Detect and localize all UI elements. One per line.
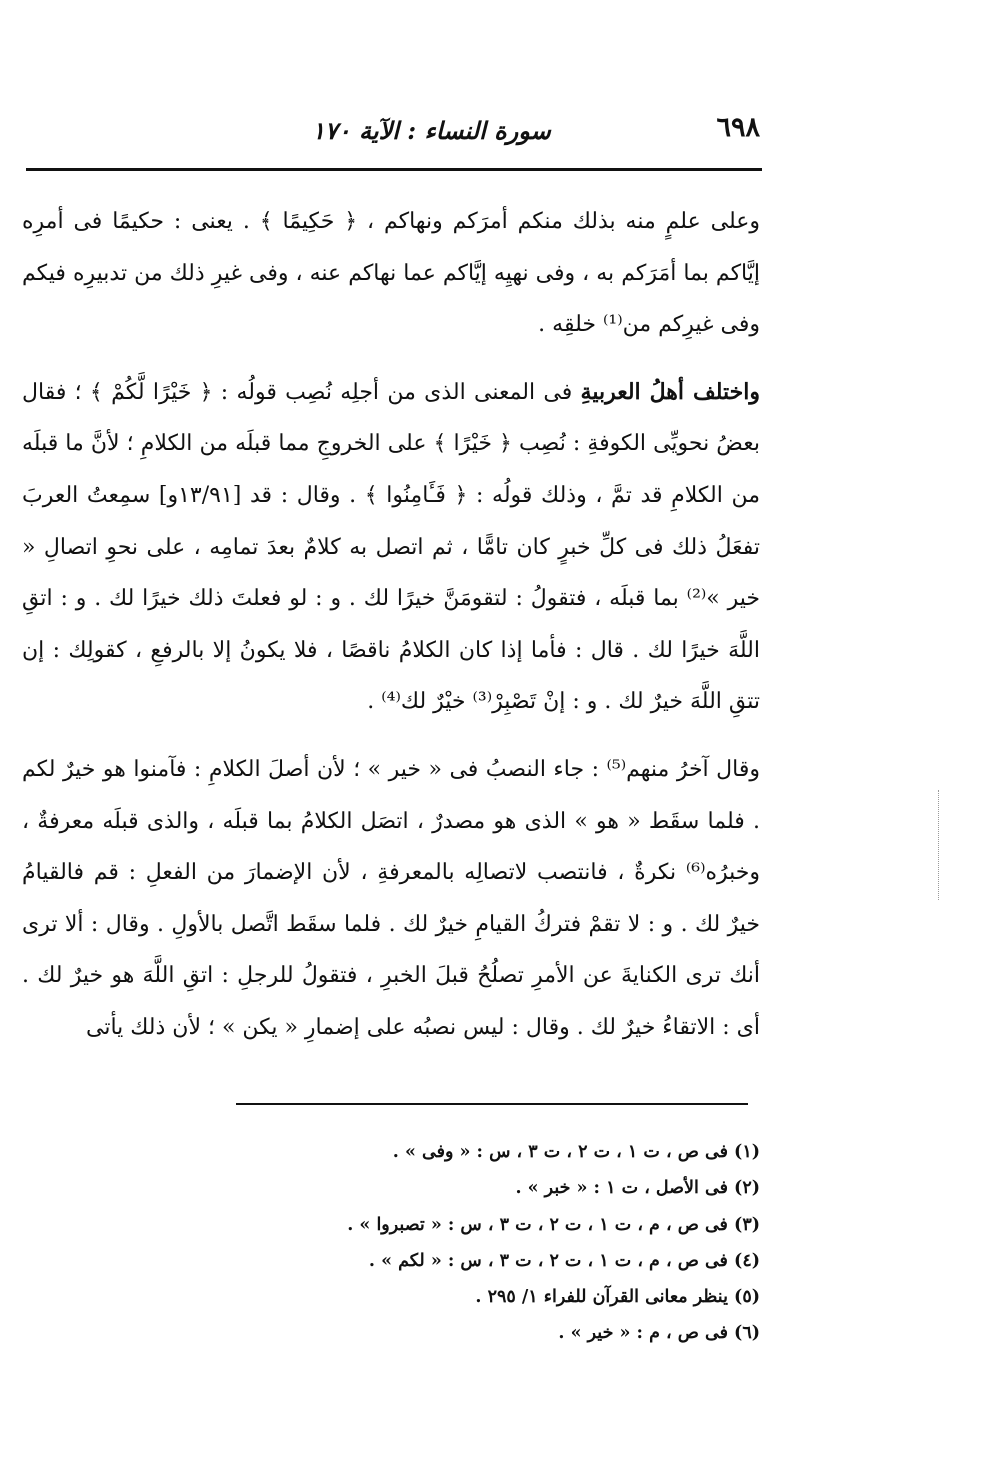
scan-edge-mark	[938, 790, 939, 900]
page-number: ٦٩٨	[716, 112, 760, 143]
header-rule	[26, 168, 762, 171]
running-title: سورة النساء : الآية ١٧٠	[312, 116, 551, 145]
footnotes	[22, 1134, 760, 1352]
paragraph	[22, 367, 760, 728]
footnote: (٦) فى ص ، م : « خير » .	[558, 1323, 760, 1344]
footnote: (١) فى ص ، ت ١ ، ت ٢ ، ت ٣ ، س : « وفى » .	[392, 1142, 760, 1162]
paragraph-text: فى المعنى الذى من أجلِه نُصِب قولُه : ﴿ خَيْرًا لَّكُمْ ﴾ ؛ فقال بعضُ نحويِّى الكوفةِ : نُصِب ﴿ خَيْرًا ﴾ على الخروجِ مما قبلَه من الكلامِ ؛ لأنَّ ما قبلَه من الكلامِ قد تمَّ ، وذلك قولُه : ﴿ فَـَٔامِنُوا ﴾ . وقال : قد [١٣/٩١و] سمِعتُ العربَ تفعَلُ ذلك فى كلِّ خبرٍ كان تامًّا ، ثم اتصل به كلامٌ بعدَ تمامِه ، على نحوِ اتصالِ « خير »⁽²⁾ بما قبلَه ، فتقولُ : لتقومَنَّ خيرًا لك . و : لو فعلتَ ذلك خيرًا لك . و : اتقِ اللَّهَ خيرًا لك . قال : فأما إذا كان الكلامُ ناقصًا ، فلا يكونُ إلا بالرفعِ ، كقولِك : إن تتقِ اللَّهَ خيرٌ لك . و : إنْ تَصْبِرْ⁽³⁾ خيْرٌ لك⁽⁴⁾ .	[22, 379, 761, 715]
paragraph	[22, 744, 760, 1054]
paragraph-lead: واختلف أهلُ العربيةِ	[580, 378, 760, 405]
footnote-separator	[236, 1103, 748, 1105]
footnote: (٢) فى الأصل ، ت ١ : « خبر » .	[515, 1178, 760, 1199]
main-text	[22, 196, 760, 1070]
page-header	[22, 112, 760, 152]
paragraph-text: وعلى علمٍ منه بذلك منكم أمرَكم ونهاكم ، ﴿ حَكِيمًا ﴾ . يعنى : حكيمًا فى أمرِه إيَّاكم بما أمَرَكم به ، وفى نهيِه إيَّاكم عما نهاكم عنه ، وفى غيرِ ذلك من تدبيرِه فيكم وفى غيرِكم من⁽¹⁾ خلقِه .	[22, 209, 760, 338]
footnote: (٥) ينظر معانى القرآن للفراء ١/ ٢٩٥ .	[475, 1287, 760, 1308]
footnote: (٤) فى ص ، م ، ت ١ ، ت ٢ ، ت ٣ ، س : « لكم » .	[368, 1250, 760, 1271]
footnote: (٣) فى ص ، م ، ت ١ ، ت ٢ ، ت ٣ ، س : « تصبروا » .	[347, 1214, 760, 1235]
paragraph-text: وقال آخرُ منهم⁽⁵⁾ : جاء النصبُ فى « خير » ؛ لأن أصلَ الكلامِ : فآمنوا هو خيرٌ لكم . فلما سقَط « هو » الذى هو مصدرٌ ، اتصَل الكلامُ بما قبلَه ، والذى قبلَه معرفةٌ ، وخبرُه⁽⁶⁾ نكرةٌ ، فانتصب لاتصالِه بالمعرفةِ ، لأن الإضمارَ من الفعلِ : قم فالقيامُ خيرٌ لك . و : لا تقمْ فتركُ القيامِ خيرٌ لك . فلما سقَط اتَّصل بالأولِ . وقال : ألا ترى أنك ترى الكنايةَ عن الأمرِ تصلُحُ قبلَ الخبرِ ، فتقولُ للرجلِ : اتقِ اللَّهَ هو خيرٌ لك . أى : الاتقاءُ خيرٌ لك . وقال : ليس نصبُه على إضمارِ « يكن » ؛ لأن ذلك يأتى	[22, 756, 760, 1040]
paragraph	[22, 196, 760, 351]
